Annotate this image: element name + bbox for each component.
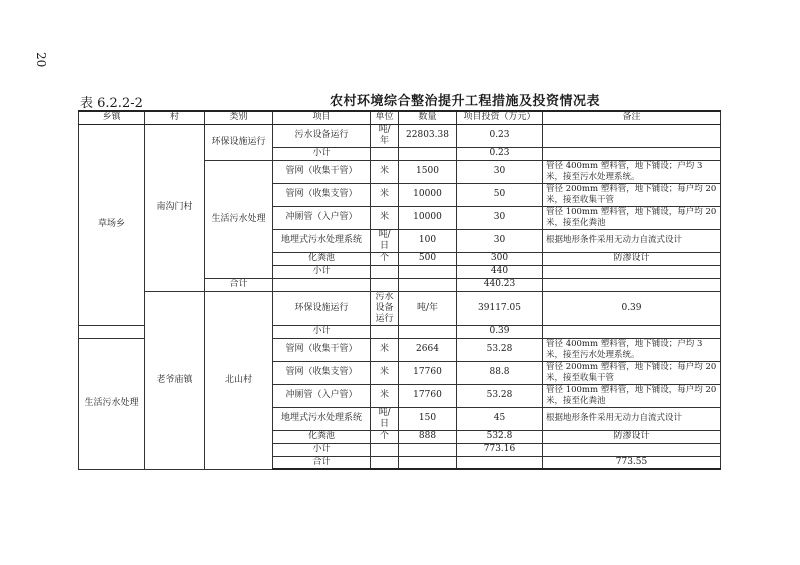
note-cell: 管径 400mm 塑料管，地下铺设；户均 3 米，接至污水处理系统。 [543, 338, 721, 361]
quantity-cell [399, 147, 457, 160]
item-cell: 地埋式污水处理系统 [273, 229, 371, 252]
item-cell: 冲厕管（入户管） [273, 206, 371, 229]
quantity-cell: 500 [399, 252, 457, 265]
item-cell: 污水设备运行 [273, 124, 371, 147]
note-cell: 防渗设计 [543, 252, 721, 265]
note-cell [543, 443, 721, 456]
quantity-cell: 39117.05 [457, 291, 543, 325]
category-cell [79, 325, 145, 338]
category-cell: 生活污水处理 [79, 338, 145, 469]
note-cell: 根据地形条件采用无动力自流式设计 [543, 229, 721, 252]
header-unit: 单位 [371, 111, 399, 124]
quantity-cell: 17760 [399, 361, 457, 384]
item-cell: 化粪池 [273, 252, 371, 265]
quantity-cell: 100 [399, 229, 457, 252]
item-cell: 污水设备运行 [371, 291, 399, 325]
note-cell: 管径 200mm 塑料管，地下铺设；每户均 20 米，接至收集干管 [543, 361, 721, 384]
village-cell: 南沟门村 [145, 124, 205, 291]
quantity-cell [399, 443, 457, 456]
header-item: 项目 [273, 111, 371, 124]
investment-cell: 53.28 [457, 384, 543, 407]
item-cell [273, 278, 371, 291]
note-cell: 管径 200mm 塑料管，地下铺设；每户均 20 米，接至收集干管 [543, 183, 721, 206]
investment-cell: 0.23 [457, 124, 543, 147]
quantity-cell: 2664 [399, 338, 457, 361]
investment-cell: 88.8 [457, 361, 543, 384]
note-cell: 防渗设计 [543, 430, 721, 443]
unit-cell: 米 [371, 160, 399, 183]
investment-cell: 53.28 [457, 338, 543, 361]
note-cell: 根据地形条件采用无动力自流式设计 [543, 407, 721, 430]
subtotal-label: 小计 [273, 325, 371, 338]
investment-table [78, 110, 721, 470]
unit-cell: 吨/日 [371, 229, 399, 252]
unit-cell [371, 443, 399, 456]
investment-cell: 532.8 [457, 430, 543, 443]
investment-cell: 300 [457, 252, 543, 265]
unit-cell: 吨/年 [399, 291, 457, 325]
town-cell: 草场乡 [79, 124, 145, 325]
investment-cell: 30 [457, 206, 543, 229]
total-label: 合计 [205, 278, 273, 291]
subtotal-value: 0.39 [457, 325, 543, 338]
total-value: 440.23 [457, 278, 543, 291]
item-cell: 冲厕管（入户管） [273, 384, 371, 407]
total-value: 773.55 [543, 456, 721, 469]
quantity-cell [457, 456, 543, 469]
subtotal-value: 440 [457, 265, 543, 278]
quantity-cell: 888 [399, 430, 457, 443]
note-cell [543, 124, 721, 147]
unit-cell [371, 147, 399, 160]
category-cell: 环保设施运行 [205, 124, 273, 160]
investment-cell: 30 [457, 160, 543, 183]
quantity-cell: 150 [399, 407, 457, 430]
quantity-cell: 10000 [399, 206, 457, 229]
item-cell: 化粪池 [273, 430, 371, 443]
header-row [79, 111, 721, 124]
unit-cell: 个 [371, 430, 399, 443]
note-cell [543, 278, 721, 291]
investment-cell: 30 [457, 229, 543, 252]
quantity-cell: 10000 [399, 183, 457, 206]
item-cell: 管网（收集支管） [273, 361, 371, 384]
quantity-cell [399, 265, 457, 278]
unit-cell: 个 [371, 252, 399, 265]
unit-cell: 吨/年 [371, 124, 399, 147]
quantity-cell: 22803.38 [399, 124, 457, 147]
subtotal-label: 小计 [273, 265, 371, 278]
table-row [79, 291, 721, 325]
total-label: 合计 [273, 456, 371, 469]
subtotal-value: 773.16 [457, 443, 543, 456]
table-title: 农村环境综合整治提升工程措施及投资情况表 [329, 94, 600, 109]
investment-cell: 0.39 [543, 291, 721, 325]
unit-cell [371, 265, 399, 278]
village-cell: 北山村 [205, 291, 273, 469]
town-cell: 老爷庙镇 [145, 291, 205, 469]
subtotal-label: 小计 [273, 147, 371, 160]
note-cell [543, 147, 721, 160]
header-town: 乡镇 [79, 111, 145, 124]
quantity-cell: 17760 [399, 384, 457, 407]
page-number: 20 [34, 52, 48, 68]
unit-cell: 米 [371, 338, 399, 361]
note-cell: 管径 100mm 塑料管，地下铺设，每户均 20 米，接至化粪池 [543, 206, 721, 229]
note-cell [543, 325, 721, 338]
quantity-cell [399, 325, 457, 338]
investment-cell: 50 [457, 183, 543, 206]
header-investment: 项目投资（万元） [457, 111, 543, 124]
subtotal-label: 小计 [273, 443, 371, 456]
table-id: 表 6.2.2-2 [80, 96, 143, 111]
header-quantity: 数量 [399, 111, 457, 124]
category-cell: 生活污水处理 [205, 160, 273, 278]
note-cell [543, 265, 721, 278]
subtotal-value: 0.23 [457, 147, 543, 160]
investment-cell: 45 [457, 407, 543, 430]
header-category: 类别 [205, 111, 273, 124]
unit-cell: 吨/日 [371, 407, 399, 430]
note-cell: 管径 100mm 塑料管，地下铺设，每户均 20 米，接至化粪池 [543, 384, 721, 407]
quantity-cell: 1500 [399, 160, 457, 183]
item-cell: 地埋式污水处理系统 [273, 407, 371, 430]
category-cell: 环保设施运行 [273, 291, 371, 325]
item-cell: 管网（收集干管） [273, 338, 371, 361]
header-village: 村 [145, 111, 205, 124]
table-row [79, 124, 721, 147]
item-cell: 管网（收集支管） [273, 183, 371, 206]
item-cell [371, 456, 399, 469]
unit-cell [371, 325, 399, 338]
quantity-cell [399, 278, 457, 291]
unit-cell: 米 [371, 361, 399, 384]
unit-cell [371, 278, 399, 291]
note-cell: 管径 400mm 塑料管，地下铺设；户均 3 米，接至污水处理系统。 [543, 160, 721, 183]
unit-cell: 米 [371, 206, 399, 229]
unit-cell: 米 [371, 384, 399, 407]
header-note: 备注 [543, 111, 721, 124]
item-cell: 管网（收集干管） [273, 160, 371, 183]
unit-cell [399, 456, 457, 469]
unit-cell: 米 [371, 183, 399, 206]
